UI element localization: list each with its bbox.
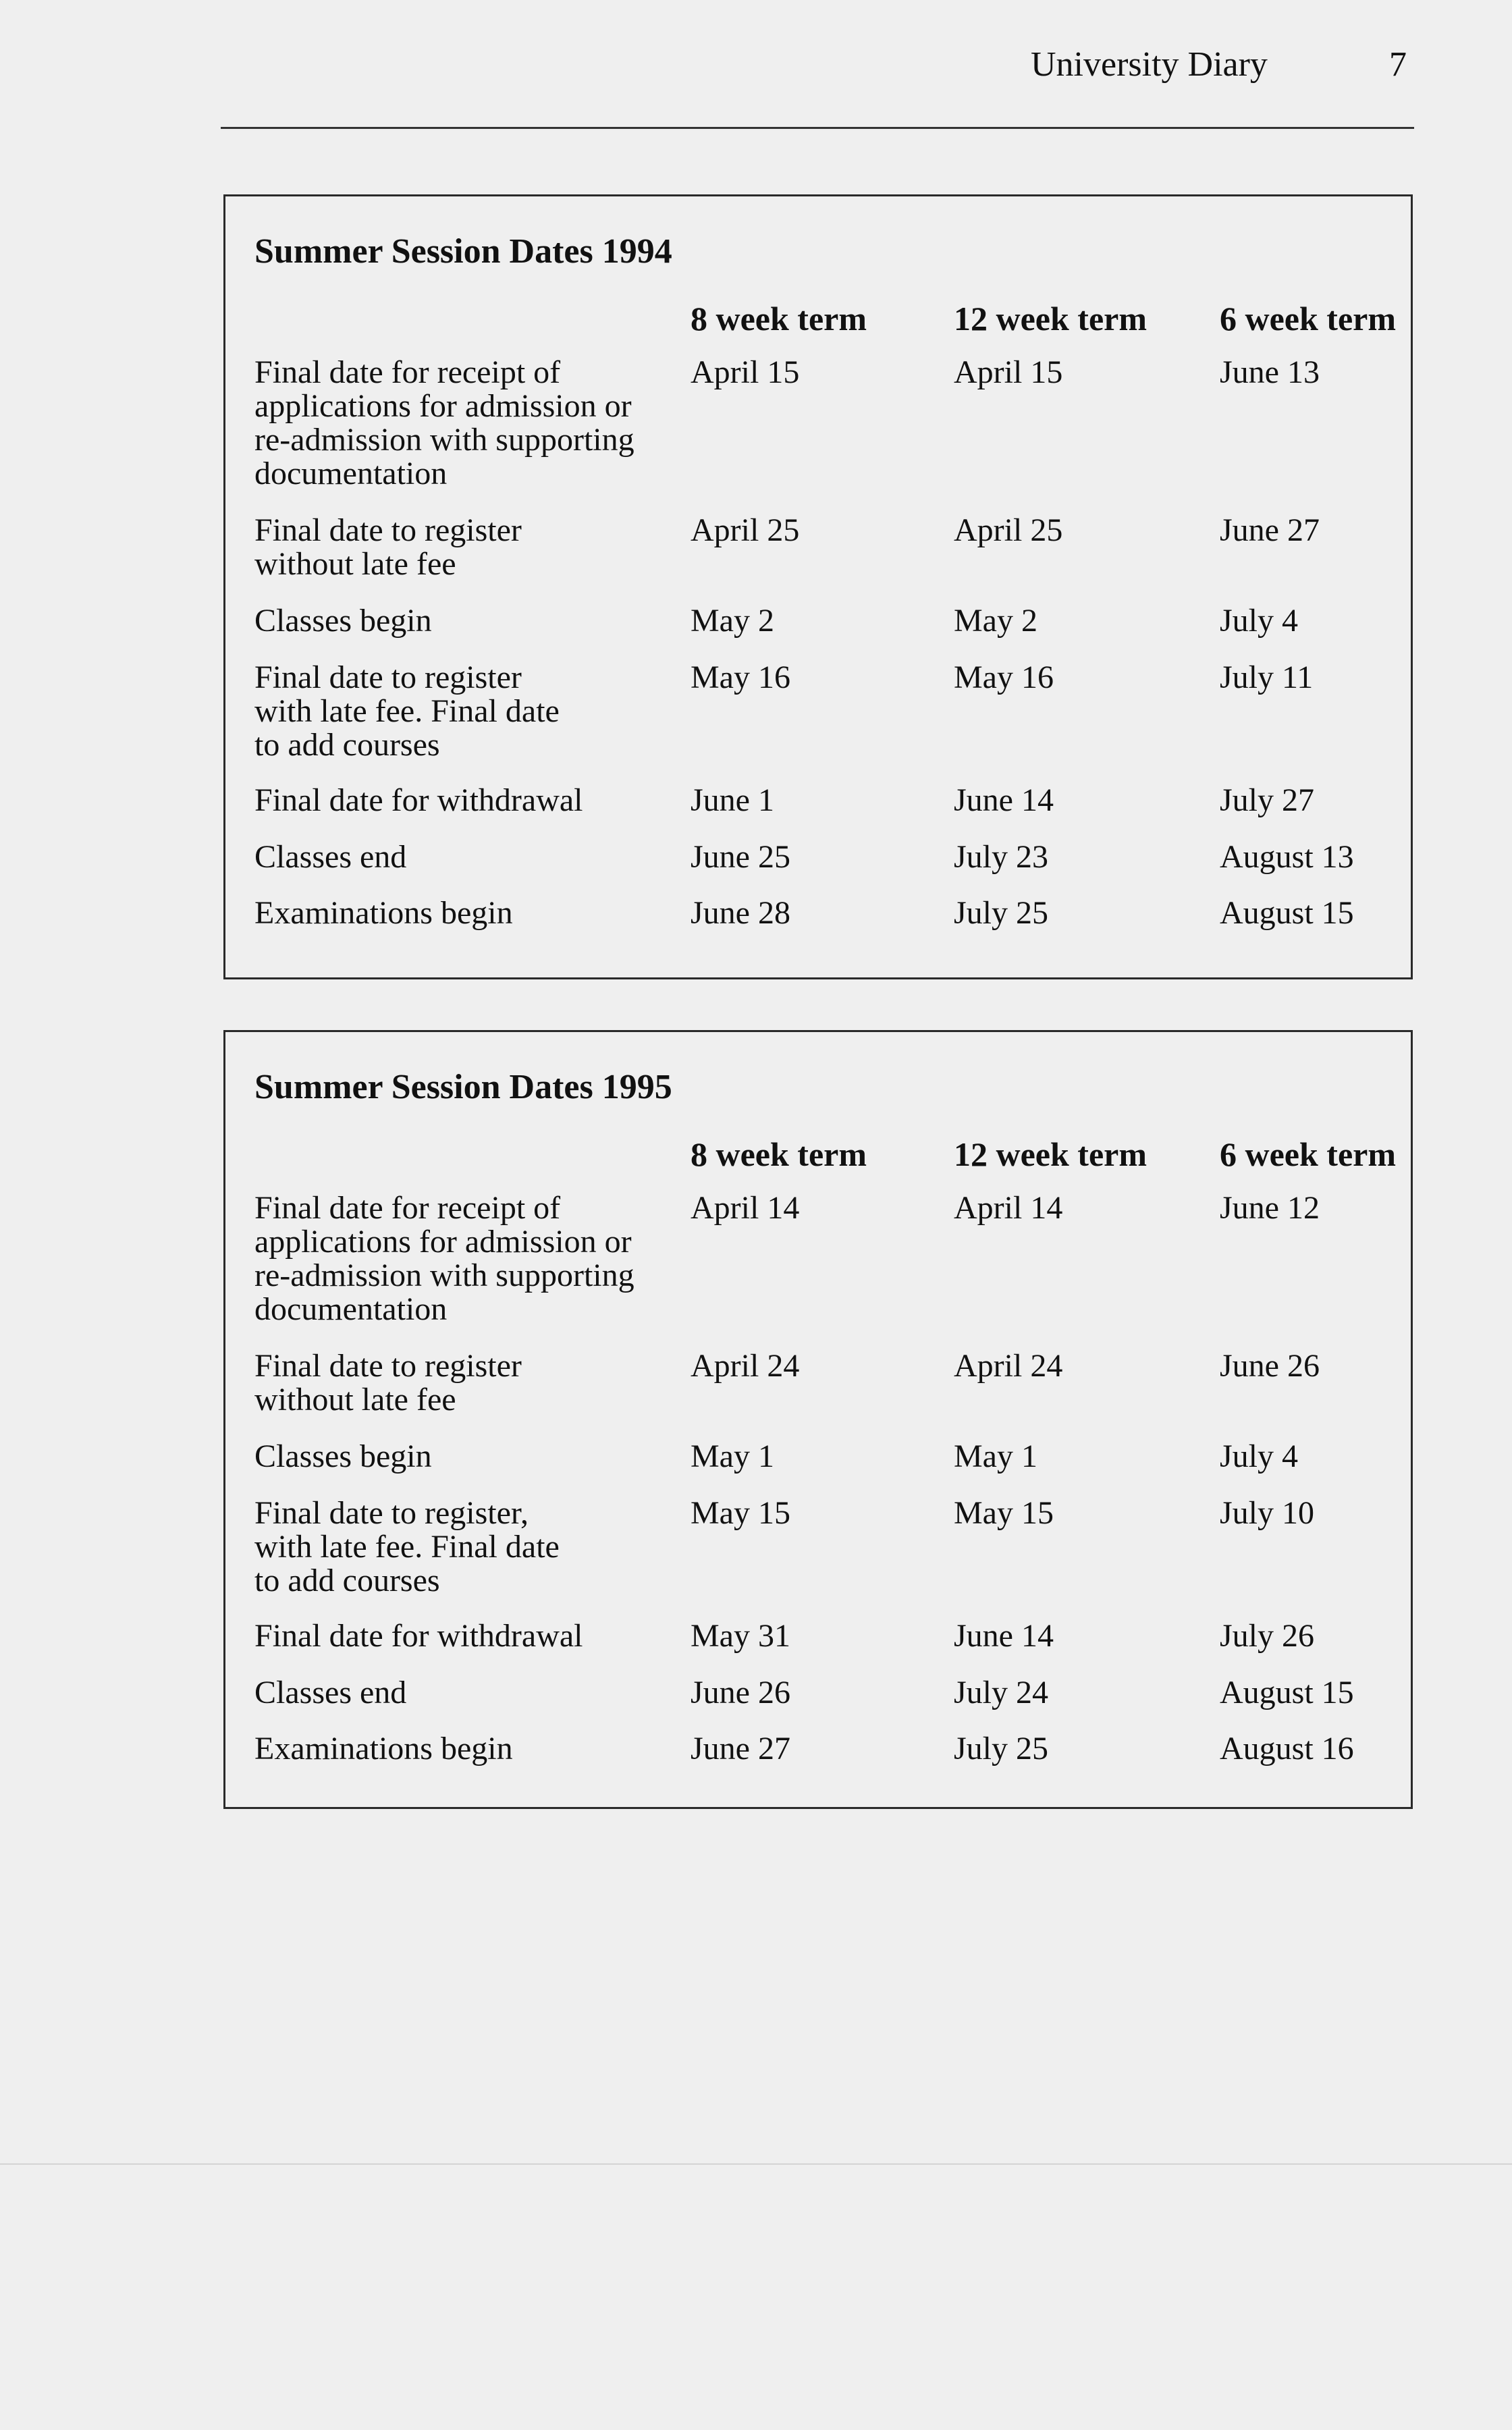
- cell-8-week: May 1: [691, 1438, 774, 1474]
- cell-8-week: April 14: [691, 1190, 800, 1226]
- cell-8-week: May 15: [691, 1495, 790, 1531]
- row-label-classes-end: Classes end: [254, 1675, 407, 1710]
- row-label-examinations-begin: Examinations begin: [254, 1731, 513, 1766]
- cell-12-week: May 16: [954, 659, 1054, 695]
- column-header-8-week: 8 week term: [691, 300, 867, 338]
- cell-8-week: April 15: [691, 354, 800, 390]
- cell-12-week: June 14: [954, 1618, 1054, 1654]
- cell-12-week: May 2: [954, 603, 1037, 639]
- cell-6-week: July 4: [1220, 1438, 1299, 1474]
- row-label-withdrawal: Final date for withdrawal: [254, 782, 583, 818]
- cell-8-week: June 28: [691, 895, 790, 931]
- row-label-register-with-late-fee: Final date to register, with late fee. Final date to add courses: [254, 1495, 560, 1598]
- cell-6-week: August 15: [1220, 1675, 1354, 1710]
- row-label-classes-begin: Classes begin: [254, 1438, 432, 1474]
- running-header-title: University Diary: [1031, 45, 1268, 84]
- cell-8-week: May 16: [691, 659, 790, 695]
- row-label-register-without-late-fee: Final date to register without late fee: [254, 512, 522, 582]
- cell-12-week: April 14: [954, 1190, 1063, 1226]
- row-label-application-deadline: Final date for receipt of applications for admission or re-admission with supporting documentation: [254, 1190, 634, 1327]
- cell-8-week: June 25: [691, 839, 790, 875]
- cell-6-week: August 13: [1220, 839, 1354, 875]
- table-title: Summer Session Dates 1994: [254, 232, 672, 271]
- cell-8-week: May 2: [691, 603, 774, 639]
- cell-12-week: July 25: [954, 895, 1049, 931]
- row-label-application-deadline: Final date for receipt of applications for admission or re-admission with supporting documentation: [254, 354, 634, 491]
- column-header-6-week: 6 week term: [1220, 1135, 1396, 1173]
- summer-session-1994-table: [223, 194, 1413, 979]
- cell-12-week: May 1: [954, 1438, 1037, 1474]
- cell-8-week: April 25: [691, 512, 800, 548]
- cell-6-week: July 27: [1220, 782, 1315, 818]
- cell-6-week: August 15: [1220, 895, 1354, 931]
- cell-6-week: June 12: [1220, 1190, 1320, 1226]
- cell-12-week: April 25: [954, 512, 1063, 548]
- page-fold-line: [0, 2163, 1512, 2165]
- summer-session-1995-table: [223, 1030, 1413, 1809]
- row-label-withdrawal: Final date for withdrawal: [254, 1618, 583, 1654]
- row-label-examinations-begin: Examinations begin: [254, 895, 513, 931]
- table-title: Summer Session Dates 1995: [254, 1068, 672, 1106]
- row-label-register-without-late-fee: Final date to register without late fee: [254, 1348, 522, 1418]
- header-divider: [221, 127, 1414, 129]
- page-number: 7: [1389, 45, 1407, 84]
- cell-12-week: July 24: [954, 1675, 1049, 1710]
- cell-8-week: June 27: [691, 1731, 790, 1766]
- cell-8-week: April 24: [691, 1348, 800, 1384]
- cell-6-week: July 10: [1220, 1495, 1315, 1531]
- cell-6-week: July 11: [1220, 659, 1314, 695]
- cell-6-week: July 26: [1220, 1618, 1315, 1654]
- cell-12-week: July 23: [954, 839, 1049, 875]
- cell-6-week: June 27: [1220, 512, 1320, 548]
- cell-6-week: June 26: [1220, 1348, 1320, 1384]
- row-label-classes-end: Classes end: [254, 839, 407, 875]
- row-label-register-with-late-fee: Final date to register with late fee. Final date to add courses: [254, 659, 560, 763]
- column-header-12-week: 12 week term: [954, 1135, 1147, 1173]
- cell-6-week: June 13: [1220, 354, 1320, 390]
- cell-12-week: June 14: [954, 782, 1054, 818]
- cell-8-week: June 1: [691, 782, 774, 818]
- row-label-classes-begin: Classes begin: [254, 603, 432, 639]
- column-header-6-week: 6 week term: [1220, 300, 1396, 338]
- column-header-8-week: 8 week term: [691, 1135, 867, 1173]
- cell-12-week: April 24: [954, 1348, 1063, 1384]
- cell-6-week: July 4: [1220, 603, 1299, 639]
- cell-6-week: August 16: [1220, 1731, 1354, 1766]
- cell-12-week: April 15: [954, 354, 1063, 390]
- page-header: [0, 0, 1512, 135]
- cell-12-week: May 15: [954, 1495, 1054, 1531]
- cell-12-week: July 25: [954, 1731, 1049, 1766]
- column-header-12-week: 12 week term: [954, 300, 1147, 338]
- cell-8-week: May 31: [691, 1618, 790, 1654]
- cell-8-week: June 26: [691, 1675, 790, 1710]
